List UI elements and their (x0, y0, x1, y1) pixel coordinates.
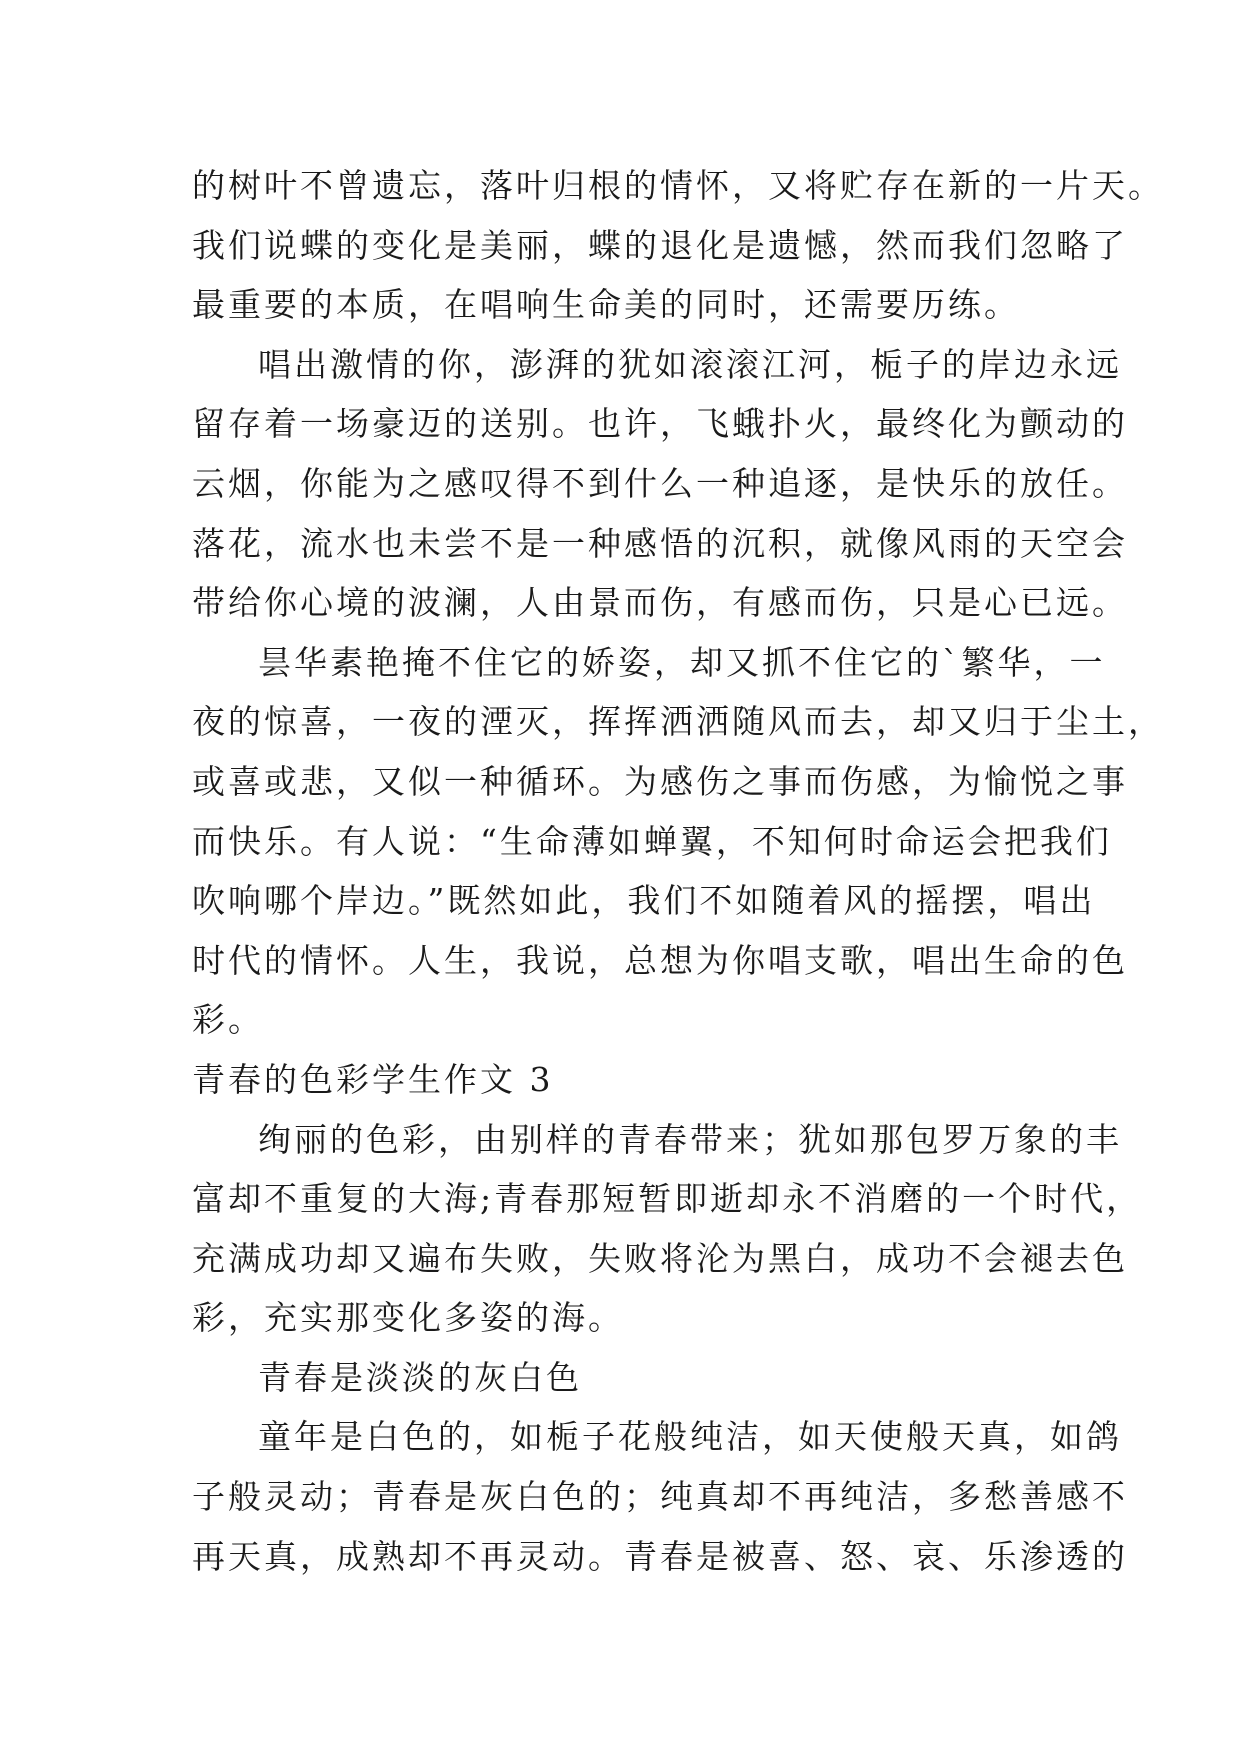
text-line: 彩，充实那变化多姿的海。 (192, 1298, 624, 1338)
text-line: 唱出激情的你，澎湃的犹如滚滚江河，栀子的岸边永远 (258, 344, 1122, 384)
text-line: 的树叶不曾遗忘，落叶归根的情怀，又将贮存在新的一片天。 (192, 166, 1164, 205)
text-line: 而快乐。有人说：“生命薄如蝉翼，不知何时命运会把我们 (192, 821, 1112, 861)
text-line: 留存着一场豪迈的送别。也许，飞蛾扑火，最终化为颤动的 (192, 404, 1128, 444)
text-line: 夜的惊喜，一夜的湮灭，挥挥洒洒随风而去，却又归于尘土， (192, 702, 1164, 742)
text-line: 带给你心境的波澜，人由景而伤，有感而伤，只是心已远。 (192, 583, 1128, 623)
text-line: 绚丽的色彩，由别样的青春带来；犹如那包罗万象的丰 (258, 1119, 1122, 1159)
document-body (192, 156, 1164, 1586)
text-line: 彩。 (192, 1000, 264, 1040)
text-line: 青春是淡淡的灰白色 (258, 1357, 582, 1397)
text-line: 云烟，你能为之感叹得不到什么一种追逐，是快乐的放任。 (192, 463, 1128, 503)
text-line: 落花，流水也未尝不是一种感悟的沉积，就像风雨的天空会 (192, 523, 1128, 563)
text-line: 充满成功却又遍布失败，失败将沦为黑白，成功不会褪去色 (192, 1238, 1128, 1278)
text-line: 子般灵动；青春是灰白色的；纯真却不再纯洁，多愁善感不 (192, 1477, 1128, 1517)
text-line: 富却不重复的大海;青春那短暂即逝却永不消磨的一个时代， (192, 1179, 1143, 1219)
text-line: 吹响哪个岸边。”既然如此，我们不如随着风的摇摆，唱出 (192, 881, 1096, 921)
text-line: 最重要的本质，在唱响生命美的同时，还需要历练。 (192, 285, 1020, 325)
text-line: 时代的情怀。人生，我说，总想为你唱支歌，唱出生命的色 (192, 940, 1128, 980)
text-line: 我们说蝶的变化是美丽，蝶的退化是遗憾，然而我们忽略了 (192, 225, 1128, 265)
text-line: 或喜或悲，又似一种循环。为感伤之事而伤感，为愉悦之事 (192, 761, 1128, 801)
text-line: 昙华素艳掩不住它的娇姿，却又抓不住它的`繁华，一 (258, 642, 1106, 682)
text-line: 童年是白色的，如栀子花般纯洁，如天使般天真，如鸽 (258, 1417, 1122, 1457)
text-line: 青春的色彩学生作文 3 (192, 1059, 554, 1099)
text-line: 再天真，成熟却不再灵动。青春是被喜、怒、哀、乐渗透的 (192, 1536, 1128, 1576)
